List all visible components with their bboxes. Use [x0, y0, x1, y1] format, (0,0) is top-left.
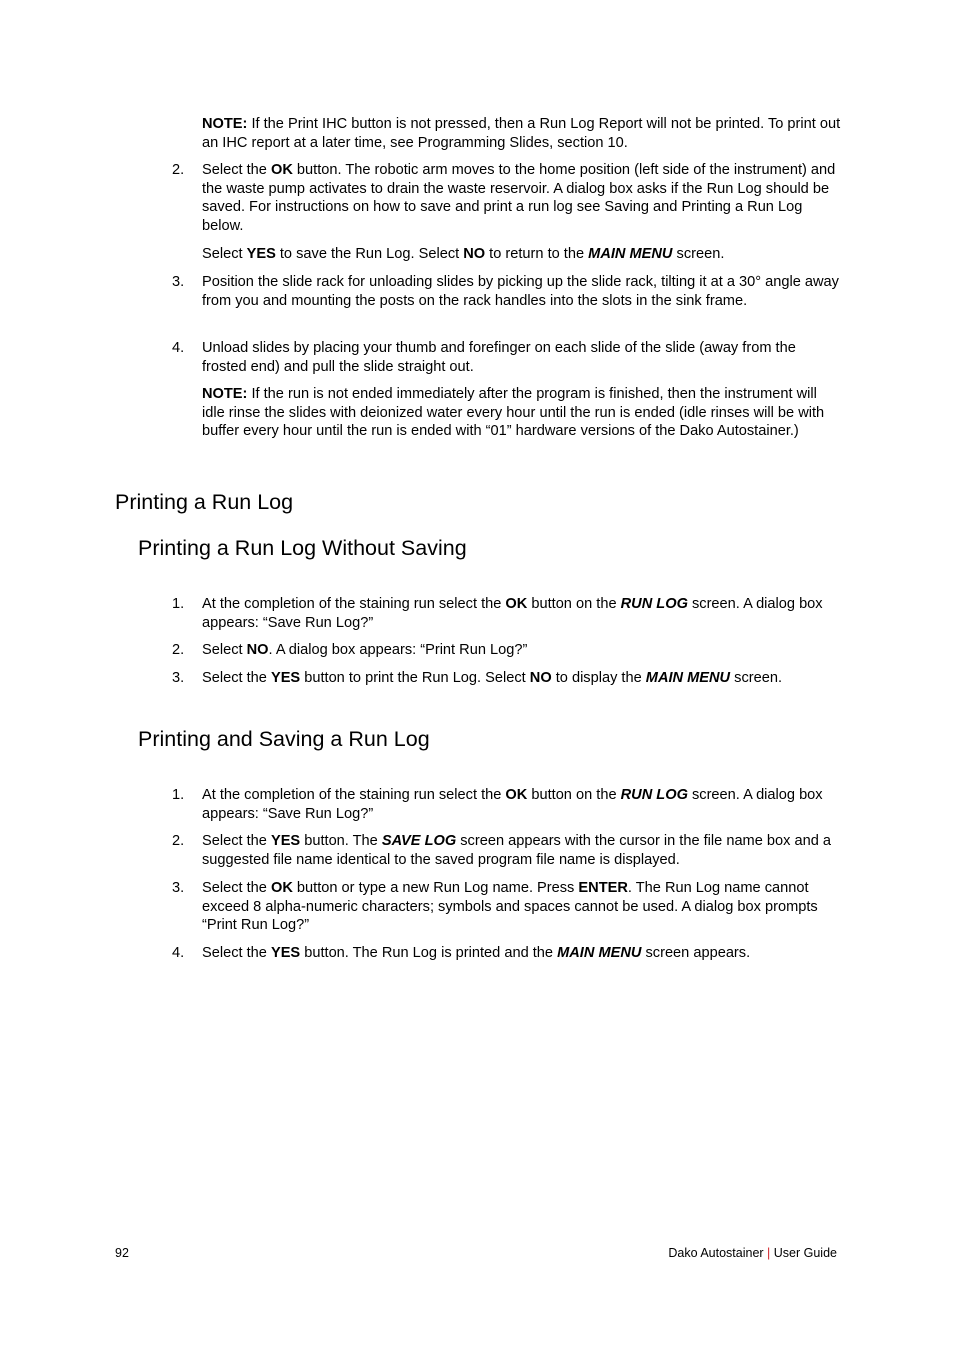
section-heading: Printing a Run Log	[115, 490, 294, 514]
list-text	[202, 161, 842, 235]
list-text: Position the slide rack for unloading slides by picking up the slide rack, tilting it at a 30° angle away from you and mounting the posts on the rack handles into the slots in the sink frame.	[202, 274, 839, 309]
bold-term: YES	[270, 833, 301, 849]
text-run: . The Run Log name cannot exceed 8 alpha-numeric characters; symbols and spaces cannot be used. A dialog box prompts “Print Run Log?”	[202, 880, 818, 934]
list-text	[202, 786, 842, 823]
text-run: screen appears.	[641, 945, 751, 961]
footer-separator: |	[767, 1246, 771, 1260]
bold-term: OK	[270, 880, 293, 896]
text-run: At the completion of the staining run select the	[202, 596, 506, 612]
bold-term: YES	[270, 670, 301, 686]
list-number: 2.	[172, 162, 185, 178]
text-run: Select	[202, 246, 247, 262]
list-subparagraph	[202, 245, 842, 264]
text-run: to save the Run Log. Select	[275, 246, 464, 262]
list-text	[202, 669, 842, 688]
screen-name: RUN LOG	[620, 787, 688, 803]
bold-term: YES	[246, 246, 276, 262]
screen-name: MAIN MENU	[645, 670, 731, 686]
list-number: 2.	[172, 833, 185, 849]
text-run: At the completion of the staining run select the	[202, 787, 506, 803]
list-number: 1.	[172, 787, 185, 803]
text-run: screen.	[672, 246, 725, 262]
note-paragraph	[202, 385, 842, 441]
text-run: Select	[202, 642, 247, 658]
text-run: button to print the Run Log. Select	[300, 670, 530, 686]
note-label: NOTE:	[202, 386, 248, 402]
screen-name: RUN LOG	[620, 596, 688, 612]
bold-term: OK	[505, 787, 528, 803]
list-text	[202, 641, 842, 660]
footer-product: Dako Autostainer	[668, 1246, 768, 1260]
text-run: button. The	[300, 833, 382, 849]
list-number: 3.	[172, 670, 185, 686]
list-number: 4.	[172, 340, 185, 356]
list-text	[202, 944, 842, 963]
screen-name: MAIN MENU	[557, 945, 642, 961]
text-run: Select the	[202, 670, 271, 686]
text-run: Select the	[202, 880, 271, 896]
text-run: Select the	[202, 833, 271, 849]
note-text: If the Print IHC button is not pressed, then a Run Log Report will not be printed. To print out an IHC report at a later time, see Programming Slides, section 10.	[202, 116, 841, 151]
bold-term: OK	[270, 162, 293, 178]
bold-term: NO	[463, 246, 486, 262]
bold-term: ENTER	[578, 880, 628, 896]
page-number: 92	[115, 1246, 129, 1260]
text-run: button. The robotic arm moves to the home position (left side of the instrument) and the waste pump activates to drain the waste reservoir. A dialog box asks if the Run Log should be saved. For instructions on how to save and print a run log see Saving and Printing a Run Log below.	[202, 162, 836, 234]
list-text	[202, 595, 842, 632]
text-run: Select the	[202, 162, 271, 178]
text-run: Select the	[202, 945, 271, 961]
screen-name: MAIN MENU	[588, 246, 673, 262]
text-run: . A dialog box appears: “Print Run Log?”	[268, 642, 528, 658]
text-run: button or type a new Run Log name. Press	[292, 880, 579, 896]
bold-term: NO	[246, 642, 269, 658]
bold-term: OK	[505, 596, 528, 612]
text-run: button. The Run Log is printed and the	[300, 945, 558, 961]
text-run: screen.	[730, 670, 783, 686]
subsection-heading: Printing and Saving a Run Log	[138, 727, 430, 751]
text-run: to display the	[551, 670, 646, 686]
list-number: 2.	[172, 642, 185, 658]
text-run: screen. A dialog box appears: “Save Run Log?”	[202, 596, 823, 631]
text-run: screen appears with the cursor in the file name box and a suggested file name identical to the saved program file name is displayed.	[202, 833, 831, 868]
text-run: to return to the	[485, 246, 589, 262]
note-label: NOTE:	[202, 116, 248, 132]
footer-title	[668, 1245, 837, 1261]
list-text: Unload slides by placing your thumb and forefinger on each slide of the slide (away from the frosted end) and pull the slide straight out.	[202, 340, 796, 375]
bold-term: YES	[270, 945, 301, 961]
list-text	[202, 879, 842, 935]
list-number: 4.	[172, 945, 185, 961]
subsection-heading: Printing a Run Log Without Saving	[138, 536, 467, 560]
list-number: 3.	[172, 880, 185, 896]
screen-name: SAVE LOG	[381, 833, 457, 849]
note-text: If the run is not ended immediately after the program is finished, then the instrument will idle rinse the slides with deionized water every hour until the run is ended (idle rinses will be with buffer every hour until the run is ended with “01” hardware versions of the Dako Autostainer.)	[202, 386, 825, 440]
note-paragraph	[202, 115, 842, 152]
text-run: button on the	[527, 787, 621, 803]
list-number: 1.	[172, 596, 185, 612]
list-text	[202, 832, 842, 869]
list-number: 3.	[172, 274, 185, 290]
text-run: screen. A dialog box appears: “Save Run Log?”	[202, 787, 823, 822]
bold-term: NO	[529, 670, 552, 686]
footer-doc-type: User Guide	[770, 1246, 837, 1260]
text-run: button on the	[527, 596, 621, 612]
